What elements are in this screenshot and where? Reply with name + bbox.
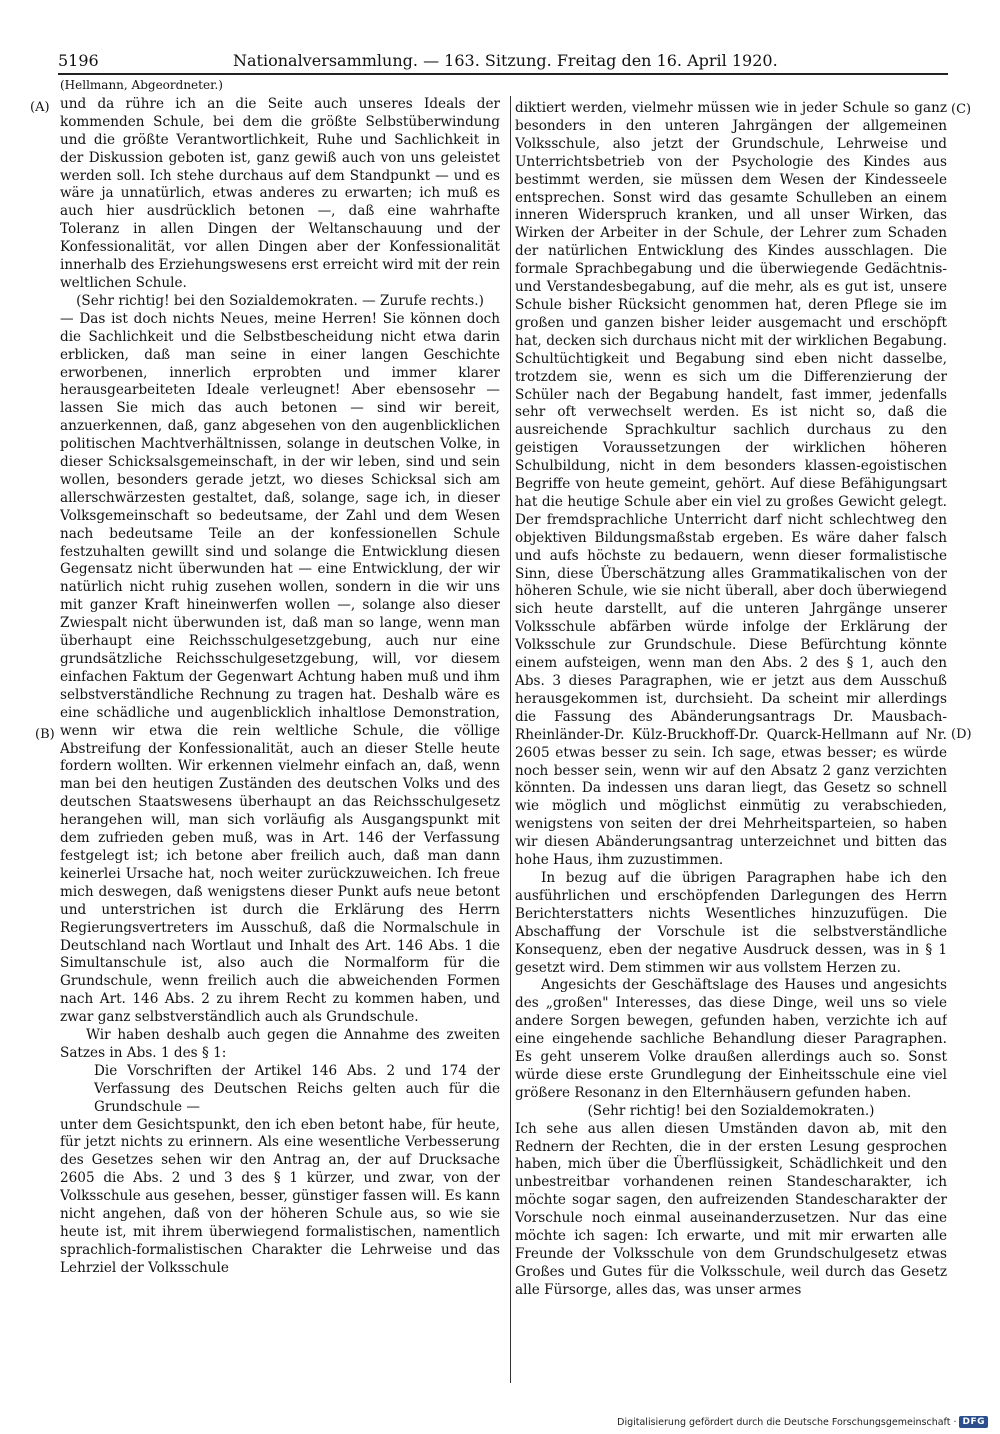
right-paragraph-3: Angesichts der Geschäftslage des Hauses und angesichts des „großen" Interesses, das diese Dinge, weil uns so viele andere Sorgen bewegen, gefunden haben, verzichte ich auf eine eingehende sachliche Behandlung dieser Paragraphen. Es geht unserem Volke draußen allerdings auch so. Sonst würde diese erste Grundlegung der Einheitsschule eine viel größere Resonanz in den Elternhäusern gefunden haben. <box>515 977 947 1101</box>
footer-credit <box>617 1416 988 1428</box>
dfg-logo: DFG <box>959 1416 988 1428</box>
left-paragraph-2: — Das ist doch nichts Neues, meine Herren! Sie können doch die Sachlichkeit und die Selbstbescheidung nicht etwa darin erblicken, daß man seine in einer langen Geschichte erworbenen, innerlich erprobten und immer klarer herausgearbeiteten Ideale verleugnet! Aber ebensosehr — lassen Sie mich das auch betonen — sind wir bereit, anzuerkennen, daß, ganz abgesehen von den augenblicklichen politischen Machtverhältnissen, solange in deutschen Volke, in dieser Schicksalsgemeinschaft, in der wir leben, sind und sein wollen, besonders gerade jetzt, wo dieses Schicksal sich am allerschwärzesten gestaltet, daß, solange, sage ich, in dieser Volksgemeinschaft so bedeutsame, der Zahl und dem Wesen nach bedeutsame Teile an der konfessionellen Schule festzuhalten gewillt sind und solange die Entwicklung diesen Gegensatz nicht überwunden hat — eine Entwicklung, der wir natürlich nicht ruhig zusehen wollen, sondern in die wir uns mit ganzer Kraft hineinwerfen wollen —, solange also dieser Zwiespalt nicht überwunden ist, daß man so lange, wenn man überhaupt eine Reichsschulgesetzgebung, auch nur eine grundsätzliche Reichsschulgesetzgebung, will, vor diesem einfachen Faktum der Gegenwart Achtung haben muß und ihm selbstverständliche Rechnung zu tragen hat. Deshalb wäre es eine schädliche und augenblicklich inhaltlose Demonstration, wenn wir etwa die rein weltliche Schule, die völlige Abstreifung der Konfessionalität, auch an dieser Stelle heute fordern wollten. Wir erkennen vielmehr einfach an, daß, wenn man bei den heutigen Zuständen des deutschen Volks und des deutschen Staatswesens überhaupt an das Reichsschulgesetz herangehen will, man sich vorläufig als Ausgangspunkt mit dem zufrieden geben muß, was in Art. 146 der Verfassung festgelegt ist; ich betone aber freilich auch, daß man dann keinerlei Ursache hat, noch weiter zurückzuweichen. Ich freue mich deswegen, daß wenigstens dieser Punkt aufs neue betont und unterstrichen ist durch die Erklärung des Herrn Regierungsvertreters im Ausschuß, daß die Normalschule in Deutschland nach Wortlaut und Inhalt des Art. 146 Abs. 1 die Simultanschule ist, also auch die Normalform für die Grundschule, wenn freilich auch die abweichenden Formen nach Art. 146 Abs. 2 zu ihrem Recht zu kommen haben, und zwar ganz selbstverständlich auch als Grundschule. <box>60 310 500 1026</box>
column-divider <box>510 96 511 1383</box>
margin-marker-b: (B) <box>35 727 55 742</box>
left-paragraph-4: unter dem Gesichtspunkt, den ich eben betont habe, für heute, für jetzt nichts zu erinnern. Als eine wesentliche Verbesserung des Gesetzes sehen wir den Antrag an, der auf Drucksache 2605 die Abs. 2 und 3 des § 1 kürzer, und zwar, von der Volksschule aus gesehen, besser, günstiger fassen will. Es kann nicht angehen, daß von der höheren Schule aus, so wie sie heute ist, mit ihrem überwiegend formalistischen, namentlich sprachlich-formalistischen Charakter die Lehrweise und das Lehrziel der Volksschule <box>60 1116 500 1276</box>
left-interjection: (Sehr richtig! bei den Sozialdemokraten. — Zurufe rechts.) <box>76 292 484 309</box>
margin-marker-d: (D) <box>951 727 972 742</box>
left-quotation: Die Vorschriften der Artikel 146 Abs. 2 und 174 der Verfassung des Deutschen Reichs gelten auch für die Grundschule — <box>94 1062 500 1115</box>
page-header <box>58 50 948 72</box>
page-number: 5196 <box>58 51 99 70</box>
right-interjection: (Sehr richtig! bei den Sozialdemokraten.) <box>587 1102 875 1119</box>
footer-text: Digitalisierung gefördert durch die Deutsche Forschungsgemeinschaft · <box>617 1416 957 1428</box>
left-column <box>60 77 500 1385</box>
left-paragraph-3: Wir haben deshalb auch gegen die Annahme des zweiten Satzes in Abs. 1 des § 1: <box>60 1027 500 1061</box>
running-title: Nationalversammlung. — 163. Sitzung. Freitag den 16. April 1920. <box>233 51 778 70</box>
right-paragraph-2: In bezug auf die übrigen Paragraphen habe ich den ausführlichen und erschöpfenden Darlegungen des Herrn Berichterstatters nichts Wesentliches hinzuzufügen. Die Abschaffung der Vorschule ist die selbstverständliche Konsequenz, eben der negative Ausdruck dessen, was in § 1 gesetzt wird. Dem stimmen wir aus vollstem Herzen zu. <box>515 869 947 976</box>
header-rule <box>58 73 948 75</box>
right-paragraph-4: Ich sehe aus allen diesen Umständen davon ab, mit den Rednern der Rechten, die in der ersten Lesung gesprochen haben, mich über die Überflüssigkeit, Schädlichkeit und den unbestreitbar vorhandenen reinen Standescharakter, ich möchte sogar sagen, den aufreizenden Standescharakter der Vorschule noch einmal auseinanderzusetzen. Nur das eine möchte ich sagen: Ich erwarte, und mit mir erwarten alle Freunde der Volksschule von dem Grundschulgesetz etwas Großes und Gutes für die Volksschule, weil durch das Gesetz alle Fürsorge, alles das, was unser armes <box>515 1120 947 1298</box>
right-column <box>515 100 947 1385</box>
speaker-label: (Hellmann, Abgeordneter.) <box>60 78 223 92</box>
right-paragraph-1: diktiert werden, vielmehr müssen wie in jeder Schule so ganz besonders in den unteren Jahrgängen der allgemeinen Volksschule, also jetzt der Grundschule, Lehrweise und Unterrichtsbetrieb von der Psychologie des Kindes aus bestimmt werden, sie müssen dem Wesen der Kindesseele entsprechen. Sonst wird das gesamte Schulleben an einem inneren Widerspruch kranken, und all unser Wirken, das Wirken der Arbeiter in der Schule, der Lehrer zum Schaden der natürlichen Entwicklung des Kindes ausschlagen. Die formale Sprachbegabung und die überwiegende Gedächtnis- und Verstandesbegabung, auf die mehr, als es gut ist, unsere Schule bisher Rücksicht genommen hat, deren Pflege sie im großen und ganzen bisher leider ausgemacht und erschöpft hat, decken sich durchaus nicht mit der wirklichen Begabung. Schultüchtigkeit und Begabung sind eben nicht dasselbe, trotzdem sie, wenn es sich um die Differenzierung der Schüler nach der Begabung handelt, fast immer, jedenfalls sehr oft verwechselt werden. Es ist nicht so, daß die ausreichende Sprachkultur sachlich durchaus zu den geistigen Voraussetzungen der wirklichen höheren Schulbildung, nicht in dem besonders klassen-egoistischen Begriffe von heute gemeint, gehört. Auf diese Befähigungsart hat die heutige Schule aber ein viel zu großes Gewicht gelegt. Der fremdsprachliche Unterricht darf nicht schlechtweg den objektiven Bildungsmaßstab ergeben. Es wäre daher falsch und aufs höchste zu bedauern, wenn dieser formalistische Sinn, diese Überschätzung alles Grammatikalischen von der höheren Schule, wie sie nicht überall, aber doch überwiegend sich heute darstellt, auf die unteren Jahrgänge unserer Volksschule abfärben würde infolge der Erklärung der Volksschule zur Grundschule. Diese Befürchtung könnte einem aufsteigen, wenn man den Abs. 2 des § 1, auch den Abs. 3 dieses Paragraphen, wie er jetzt aus dem Ausschuß herausgekommen ist, durchsieht. Da scheint mir allerdings die Fassung des Abänderungsantrags Dr. Mausbach-Rheinländer-Dr. Külz-Bruckhoff-Dr. Quarck-Hellmann auf Nr. 2605 etwas besser zu sein. Ich sage, etwas besser; es würde noch besser sein, wenn wir auf den Absatz 2 ganz verzichten könnten. Da indessen uns daran liegt, das Gesetz so schnell wie möglich und möglichst einmütig zu verabschieden, wenigstens von seiten der drei Mehrheitsparteien, so haben wir diesen Abänderungsantrag unterzeichnet und bitten das hohe Haus, ihm zuzustimmen. <box>515 100 947 869</box>
margin-marker-c: (C) <box>951 102 972 117</box>
left-paragraph-1: und da rühre ich an die Seite auch unseres Ideals der kommenden Schule, bei dem die größte Selbstüberwindung und die größte Verantwortlichkeit, Ruhe und Sachlichkeit in der Diskussion geboten ist, ganz gewiß auch von uns geleistet werden soll. Ich stehe durchaus auf dem Standpunkt — und es wäre ja unnatürlich, etwas anderes zu erwarten; ich muß es auch hier ausdrücklich betonen —, daß eine wahrhafte Toleranz in allen Dingen der Weltanschauung und der Konfessionalität, vor allen Dingen aber der Konfessionalität innerhalb des Erziehungswesens erst erreicht wird mit der rein weltlichen Schule. <box>60 95 500 291</box>
margin-marker-a: (A) <box>30 100 50 115</box>
